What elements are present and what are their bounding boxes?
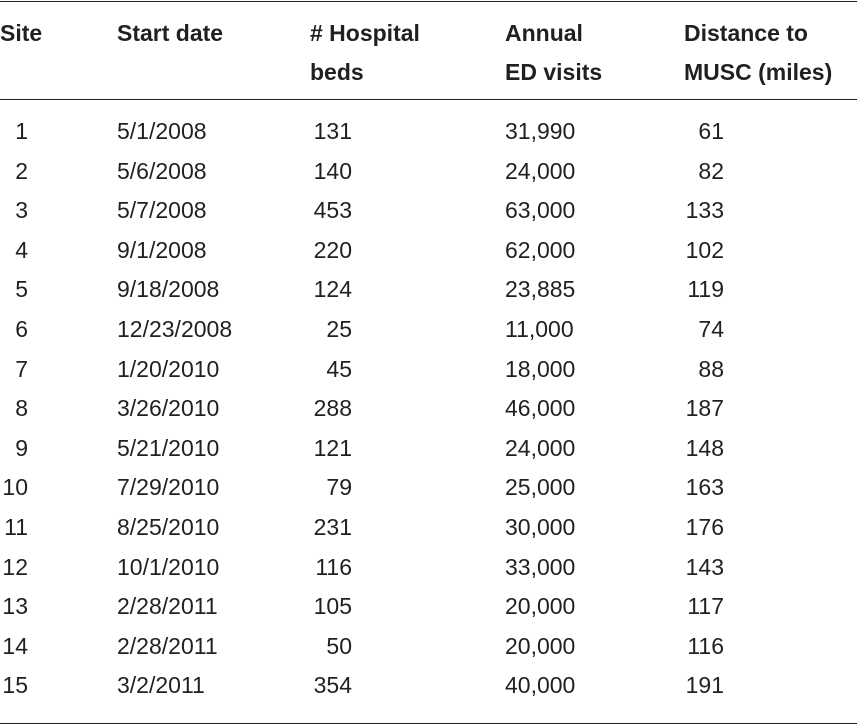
- cell-start-date: 10/1/2010: [117, 554, 220, 580]
- cell-distance: 117: [687, 593, 724, 619]
- header-distance-line2: MUSC (miles): [684, 59, 833, 85]
- cell-site: 9: [15, 435, 28, 461]
- cell-start-date: 2/28/2011: [117, 633, 218, 659]
- cell-start-date: 12/23/2008: [117, 316, 233, 342]
- cell-hospital-beds: 124: [313, 276, 352, 302]
- cell-hospital-beds: 354: [313, 672, 352, 698]
- cell-distance: 119: [687, 276, 724, 302]
- header-hospital-beds-line2: beds: [310, 59, 364, 85]
- cell-site: 14: [2, 633, 28, 659]
- cell-ed-visits: 20,000: [505, 633, 576, 659]
- cell-distance: 61: [698, 118, 724, 144]
- cell-start-date: 2/28/2011: [117, 593, 218, 619]
- cell-distance: 116: [687, 633, 724, 659]
- cell-hospital-beds: 131: [313, 118, 352, 144]
- cell-start-date: 5/21/2010: [117, 435, 220, 461]
- cell-site: 3: [15, 197, 28, 223]
- cell-start-date: 8/25/2010: [117, 514, 220, 540]
- cell-hospital-beds: 45: [326, 356, 352, 382]
- cell-start-date: 1/20/2010: [117, 356, 220, 382]
- cell-site: 4: [15, 237, 28, 263]
- cell-ed-visits: 23,885: [505, 276, 576, 302]
- cell-start-date: 3/26/2010: [117, 395, 220, 421]
- cell-distance: 143: [685, 554, 724, 580]
- cell-start-date: 9/18/2008: [117, 276, 220, 302]
- cell-hospital-beds: 231: [313, 514, 352, 540]
- header-site: Site: [0, 20, 43, 46]
- cell-distance: 133: [685, 197, 724, 223]
- cell-hospital-beds: 220: [313, 237, 352, 263]
- cell-hospital-beds: 453: [313, 197, 352, 223]
- cell-hospital-beds: 288: [313, 395, 352, 421]
- cell-site: 5: [15, 276, 28, 302]
- cell-start-date: 5/7/2008: [117, 197, 207, 223]
- cell-site: 6: [15, 316, 28, 342]
- cell-ed-visits: 46,000: [505, 395, 576, 421]
- table-top-rule: [0, 1, 857, 2]
- table-header-rule: [0, 99, 857, 100]
- cell-hospital-beds: 25: [326, 316, 352, 342]
- cell-start-date: 5/6/2008: [117, 158, 207, 184]
- cell-hospital-beds: 79: [326, 474, 352, 500]
- cell-distance: 187: [685, 395, 724, 421]
- cell-hospital-beds: 140: [313, 158, 352, 184]
- header-ed-visits-line2: ED visits: [505, 59, 603, 85]
- cell-ed-visits: 40,000: [505, 672, 576, 698]
- cell-ed-visits: 20,000: [505, 593, 576, 619]
- cell-distance: 74: [698, 316, 724, 342]
- cell-ed-visits: 33,000: [505, 554, 576, 580]
- cell-hospital-beds: 50: [326, 633, 352, 659]
- cell-site: 11: [4, 514, 28, 540]
- header-hospital-beds-line1: # Hospital: [310, 20, 420, 46]
- header-distance-line1: Distance to: [684, 20, 808, 46]
- cell-ed-visits: 25,000: [505, 474, 576, 500]
- cell-start-date: 5/1/2008: [117, 118, 207, 144]
- cell-distance: 176: [685, 514, 724, 540]
- table-bottom-rule: [0, 723, 857, 724]
- cell-site: 7: [15, 356, 28, 382]
- cell-ed-visits: 31,990: [505, 118, 576, 144]
- cell-distance: 191: [685, 672, 724, 698]
- cell-distance: 163: [685, 474, 724, 500]
- cell-ed-visits: 24,000: [505, 158, 576, 184]
- header-ed-visits-line1: Annual: [505, 20, 583, 46]
- cell-ed-visits: 30,000: [505, 514, 576, 540]
- cell-site: 13: [2, 593, 28, 619]
- cell-site: 10: [2, 474, 28, 500]
- cell-ed-visits: 24,000: [505, 435, 576, 461]
- cell-site: 8: [15, 395, 28, 421]
- cell-site: 1: [15, 118, 28, 144]
- header-start-date: Start date: [117, 20, 224, 46]
- cell-ed-visits: 62,000: [505, 237, 576, 263]
- cell-start-date: 9/1/2008: [117, 237, 207, 263]
- cell-ed-visits: 18,000: [505, 356, 576, 382]
- cell-distance: 102: [685, 237, 724, 263]
- cell-hospital-beds: 116: [315, 554, 352, 580]
- cell-ed-visits: 63,000: [505, 197, 576, 223]
- cell-hospital-beds: 121: [313, 435, 352, 461]
- cell-distance: 88: [698, 356, 724, 382]
- cell-ed-visits: 11,000: [505, 316, 574, 342]
- cell-hospital-beds: 105: [313, 593, 352, 619]
- cell-distance: 148: [685, 435, 724, 461]
- cell-site: 2: [15, 158, 28, 184]
- cell-distance: 82: [698, 158, 724, 184]
- cell-site: 12: [2, 554, 28, 580]
- cell-start-date: 7/29/2010: [117, 474, 220, 500]
- cell-site: 15: [2, 672, 28, 698]
- cell-start-date: 3/2/2011: [117, 672, 205, 698]
